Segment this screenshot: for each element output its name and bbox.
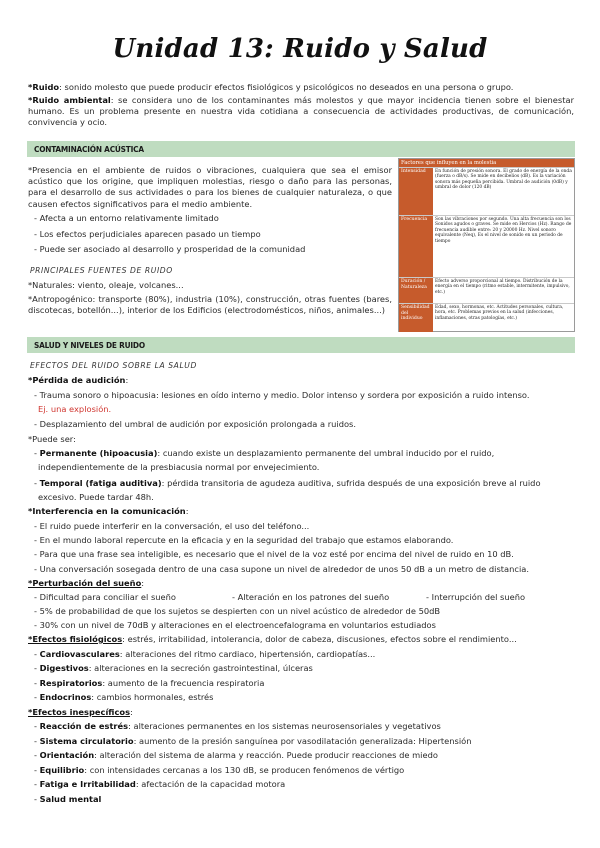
- table-row: [399, 277, 574, 304]
- inespecificos-title-text: *Efectos inespecíficos: [28, 707, 131, 717]
- fisiologicos-term: Cardiovasculares: [39, 649, 120, 659]
- efectos-heading: EFECTOS DEL RUIDO SOBRE LA SALUD: [30, 361, 197, 370]
- fisiologicos-item: - Cardiovasculares: alteraciones del ritmo cardiaco, hipertensión, cardiopatías...: [34, 649, 376, 659]
- fisiologicos-def: : estrés, irritabilidad, intolerancia, dolor de cabeza, discusiones, efectos sobre el rendimiento...: [122, 634, 517, 644]
- inespecificos-item: - Orientación: alteración del sistema de alarma y reacción. Puede producir reacciones de miedo: [34, 750, 438, 760]
- fisiologicos-term: Digestivos: [39, 663, 89, 673]
- fisiologicos-item: - Respiratorios: aumento de la frecuencia respiratoria: [34, 678, 265, 688]
- fisiologicos-def: : alteraciones del ritmo cardiaco, hipertensión, cardiopatías...: [119, 649, 376, 659]
- interferencia-title: *Interferencia en la comunicación:: [28, 506, 189, 516]
- sueno-title: *Perturbación del sueño:: [28, 578, 145, 588]
- perdida-example: Ej. una explosión.: [38, 404, 112, 414]
- temporal-term: Temporal (fatiga auditiva): [39, 478, 162, 488]
- page-title: Unidad 13: Ruido y Salud: [112, 34, 488, 64]
- temporal-def2: excesivo. Puede tardar 48h.: [38, 492, 154, 502]
- table-row-label: Sensibilidad del individuo: [399, 304, 433, 332]
- table-row-text: En función de presión sonora. El grado de energía de la onda (fuerza o dB/s). Se mide en decibelios (dB). Es la variación sonora más pequeña percibida. Umbral de audición (0dB) y umbral de dolor (120 dB): [435, 169, 572, 191]
- table-row: [399, 167, 574, 216]
- molestia-factors-table: [398, 158, 575, 332]
- table-row-label: Duración / Naturaleza: [399, 278, 433, 304]
- fisiologicos-def: : alteraciones en la secreción gastrointestinal, úlceras: [88, 663, 313, 673]
- perdida-colon: :: [125, 375, 129, 385]
- contaminacion-bullet: - Puede ser asociado al desarrollo y prosperidad de la comunidad: [34, 244, 306, 254]
- fuentes-naturales: *Naturales: viento, oleaje, volcanes...: [28, 280, 184, 290]
- table-row-label: Frecuencia: [399, 216, 433, 278]
- inespecificos-title: [28, 707, 133, 718]
- perdida-item: - Trauma sonoro o hipoacusia: lesiones en oído interno y medio. Dolor intenso y sordera por exposición a ruido intenso.: [34, 390, 530, 400]
- inespecificos-def: : afectación de la capacidad motora: [135, 779, 286, 789]
- ruido-term: *Ruido: [28, 82, 60, 92]
- inespecificos-colon: :: [130, 707, 133, 717]
- sueno-item: - 30% con un nivel de 70dB y alteraciones en el electroencefalograma en voluntarios estudiados: [34, 620, 436, 630]
- interferencia-item: - El ruido puede interferir en la conversación, el uso del teléfono...: [34, 521, 310, 531]
- contaminacion-bullet: - Afecta a un entorno relativamente limitado: [34, 213, 219, 223]
- inespecificos-def: : alteración del sistema de alarma y reacción. Puede producir reacciones de miedo: [94, 750, 438, 760]
- temporal-item: - Temporal (fatiga auditiva): pérdida transitoria de agudeza auditiva, sufrida después de una exposición breve al ruido: [34, 478, 541, 488]
- interferencia-item: - En el mundo laboral repercute en la eficacia y en la seguridad del trabajo que estamos elaborando.: [34, 535, 454, 545]
- fuentes-heading: PRINCIPALES FUENTES DE RUIDO: [30, 266, 173, 275]
- contaminacion-paragraph: *Presencia en el ambiente de ruidos o vibraciones, cualquiera que sea el emisor acústico que los origine, que impliquen molestias, riesgo o daño para las personas, para el desarrollo de sus actividades o para los bienes de cualquier naturaleza, o que causen efectos significativos para el medio ambiente.: [28, 165, 392, 209]
- interferencia-item: - Para que una frase sea inteligible, es necesario que el nivel de la voz esté por encima del nivel de ruido en 10 dB.: [34, 549, 514, 559]
- interferencia-title-text: *Interferencia en la comunicación: [28, 506, 186, 516]
- fisiologicos-title-text: *Efectos fisiológicos: [28, 634, 123, 644]
- inespecificos-def: : alteraciones permanentes en los sistemas neurosensoriales y vegetativos: [128, 721, 441, 731]
- fisiologicos-item: - Endocrinos: cambios hormonales, estrés: [34, 692, 214, 702]
- fisiologicos-def: : aumento de la frecuencia respiratoria: [102, 678, 265, 688]
- table-row-text: Efecto adverso proporcional al tiempo. Distribución de la energía en el tiempo (ritmo estable, intermitente, impulsivo, etc.): [435, 279, 570, 295]
- inespecificos-term: Orientación: [39, 750, 95, 760]
- inespecificos-term: Sistema circulatorio: [39, 736, 134, 746]
- permanente-def2: independientemente de la presbiacusia normal por envejecimiento.: [38, 462, 320, 472]
- inespecificos-def: : con intensidades cercanas a los 130 dB, se producen fenómenos de vértigo: [84, 765, 405, 775]
- fuentes-antropogenico: *Antropogénico: transporte (80%), industria (10%), construcción, otras fuentes (bares, discotecas, botellón...), interior de los Edificios (electrodomésticos, niños, animales...): [28, 294, 392, 316]
- inespecificos-def: : aumento de la presión sanguínea por vasodilatación generalizada: Hipertensión: [133, 736, 472, 746]
- ruido-ambiental-definition: [28, 95, 574, 129]
- permanente-def: : cuando existe un desplazamiento permanente del umbral inducido por el ruido,: [157, 448, 495, 458]
- perdida-item: - Desplazamiento del umbral de audición por exposición prolongada a ruidos.: [34, 419, 356, 429]
- fisiologicos-term: Respiratorios: [39, 678, 103, 688]
- section-band-salud: SALUD Y NIVELES DE RUIDO: [27, 337, 575, 353]
- perdida-title-text: *Pérdida de audición: [28, 375, 126, 385]
- sueno-item-a: - Dificultad para conciliar el sueño: [34, 592, 176, 602]
- fisiologicos-term: Endocrinos: [39, 692, 92, 702]
- ruido-definition: [28, 82, 574, 93]
- sueno-item-c: - Interrupción del sueño: [426, 592, 526, 602]
- ruido-def: : sonido molesto que puede producir efectos fisiológicos y psicológicos no deseados en una persona o grupo.: [59, 82, 514, 92]
- inespecificos-term: Equilibrio: [39, 765, 85, 775]
- ambiental-term: *Ruido ambiental: [28, 95, 111, 105]
- inespecificos-item: - Salud mental: [34, 794, 102, 804]
- inespecificos-term: Reacción de estrés: [39, 721, 129, 731]
- table-header: Factores que influyen en la molestia: [399, 159, 574, 167]
- section-band-contaminacion: CONTAMINACIÓN ACÚSTICA: [27, 141, 575, 157]
- fisiologicos-item: - Digestivos: alteraciones en la secreción gastrointestinal, úlceras: [34, 663, 313, 673]
- permanente-term: Permanente (hipoacusia): [39, 448, 158, 458]
- table-row: [399, 303, 574, 332]
- sueno-item: - 5% de probabilidad de que los sujetos se despierten con un nivel acústico de alrededor de 50dB: [34, 606, 441, 616]
- table-row: [399, 215, 574, 278]
- contaminacion-bullet: - Los efectos perjudiciales aparecen pasado un tiempo: [34, 229, 261, 239]
- inespecificos-item: - Fatiga e Irritabilidad: afectación de la capacidad motora: [34, 779, 286, 789]
- permanente-item: - Permanente (hipoacusia): cuando existe un desplazamiento permanente del umbral inducido por el ruido,: [34, 448, 495, 458]
- table-row-label: Intensidad: [399, 168, 433, 216]
- interferencia-item: - Una conversación sosegada dentro de una casa supone un nivel de alrededor de unos 50 dB a un metro de distancia.: [34, 564, 529, 574]
- fisiologicos-title: [28, 634, 517, 645]
- ambiental-def: : se considera uno de los contaminantes más molestos y que mayor incidencia tienen sobre el bienestar humano. Es un problema presente en nuestra vida cotidiana a consecuencia de actividades productivas, de comunicación, convivencia y ocio.: [28, 95, 574, 128]
- inespecificos-term: Salud mental: [39, 794, 102, 804]
- perdida-title: [28, 375, 128, 386]
- fisiologicos-def: : cambios hormonales, estrés: [91, 692, 214, 702]
- puede-ser: *Puede ser:: [28, 434, 76, 444]
- table-row-text: Edad, sexo, hormonas, etc. Actitudes personales, cultura, hora, etc. Problemas previos en la salud (infecciones, inflamaciones, otras patologías, etc.): [435, 305, 564, 321]
- temporal-def: : pérdida transitoria de agudeza auditiva, sufrida después de una exposición breve al ruido: [161, 478, 541, 488]
- sueno-item-b: - Alteración en los patrones del sueño: [232, 592, 390, 602]
- inespecificos-item: - Sistema circulatorio: aumento de la presión sanguínea por vasodilatación generalizada: Hipertensión: [34, 736, 472, 746]
- sueno-title-text: *Perturbación del sueño: [28, 578, 142, 588]
- inespecificos-item: - Equilibrio: con intensidades cercanas a los 130 dB, se producen fenómenos de vértigo: [34, 765, 405, 775]
- inespecificos-item: - Reacción de estrés: alteraciones permanentes en los sistemas neurosensoriales y vegetativos: [34, 721, 441, 731]
- table-row-text: Son las vibraciones por segundo. Una alta frecuencia son los Sonidos agudos o graves. Se mide en Hercios (Hz). Rango de frecuencia audible entre: 20 y 20000 Hz. Nivel sonoro equivalente (Neq), Es el nivel de sonido en un periodo de tiempo: [435, 217, 572, 244]
- inespecificos-term: Fatiga e Irritabilidad: [39, 779, 136, 789]
